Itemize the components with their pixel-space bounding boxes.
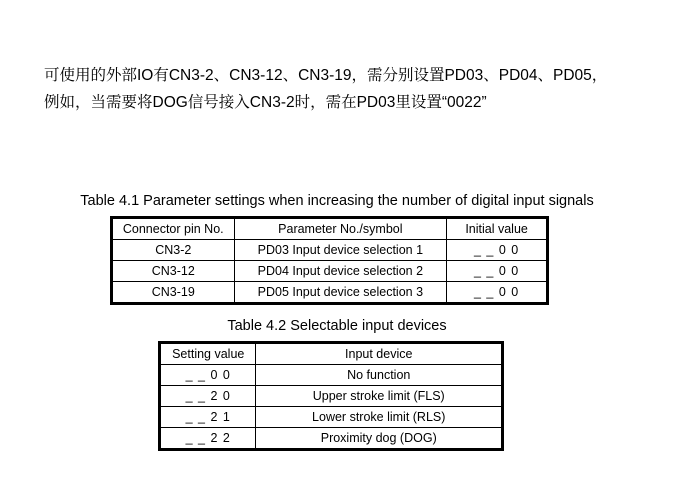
table-row xyxy=(161,365,502,386)
table-4-1 xyxy=(112,218,547,303)
intro-line-1: 可使用的外部IO有CN3-2、CN3-12、CN3-19，需分别设置PD03、PD04、PD05， xyxy=(44,67,608,84)
table-4-1-cell-initial: _ _ 0 0 xyxy=(447,282,547,303)
table-4-2-cell-setting: _ _ 2 1 xyxy=(161,407,256,428)
table-4-2-container xyxy=(158,341,504,451)
table-4-1-cell-pin: CN3-19 xyxy=(113,282,235,303)
table-row-header xyxy=(113,219,547,240)
intro-line-2: 例如，当需要将DOG信号接入CN3-2时，需在PD03里设置“0022” xyxy=(44,94,487,111)
table-row xyxy=(161,407,502,428)
table-row xyxy=(161,386,502,407)
table-4-1-header-cell: Parameter No./symbol xyxy=(234,219,447,240)
table-row xyxy=(113,261,547,282)
table-row xyxy=(161,428,502,449)
table-4-1-cell-initial: _ _ 0 0 xyxy=(447,261,547,282)
table-4-1-cell-parameter: PD04 Input device selection 2 xyxy=(234,261,447,282)
table-4-2-cell-device: Lower stroke limit (RLS) xyxy=(256,407,502,428)
table-4-2-cell-device: Upper stroke limit (FLS) xyxy=(256,386,502,407)
table-4-1-cell-pin: CN3-2 xyxy=(113,240,235,261)
table-4-1-container xyxy=(110,216,549,305)
table-4-2-header-cell: Setting value xyxy=(161,344,256,365)
table-row-header xyxy=(161,344,502,365)
table-4-2-cell-setting: _ _ 2 2 xyxy=(161,428,256,449)
table-4-1-cell-pin: CN3-12 xyxy=(113,261,235,282)
table-4-1-cell-parameter: PD05 Input device selection 3 xyxy=(234,282,447,303)
table-4-2-cell-device: No function xyxy=(256,365,502,386)
table-4-2-cell-device: Proximity dog (DOG) xyxy=(256,428,502,449)
intro-paragraph xyxy=(44,62,640,116)
table-row xyxy=(113,240,547,261)
table-4-2 xyxy=(160,343,502,449)
table-4-1-cell-initial: _ _ 0 0 xyxy=(447,240,547,261)
table-4-1-header-cell: Connector pin No. xyxy=(113,219,235,240)
table-4-1-header-cell: Initial value xyxy=(447,219,547,240)
table-4-1-caption: Table 4.1 Parameter settings when increasing the number of digital input signals xyxy=(80,193,594,209)
table-4-1-cell-parameter: PD03 Input device selection 1 xyxy=(234,240,447,261)
table-4-2-cell-setting: _ _ 0 0 xyxy=(161,365,256,386)
table-row xyxy=(113,282,547,303)
table-4-2-caption: Table 4.2 Selectable input devices xyxy=(227,318,447,334)
table-4-2-cell-setting: _ _ 2 0 xyxy=(161,386,256,407)
table-4-2-header-cell: Input device xyxy=(256,344,502,365)
